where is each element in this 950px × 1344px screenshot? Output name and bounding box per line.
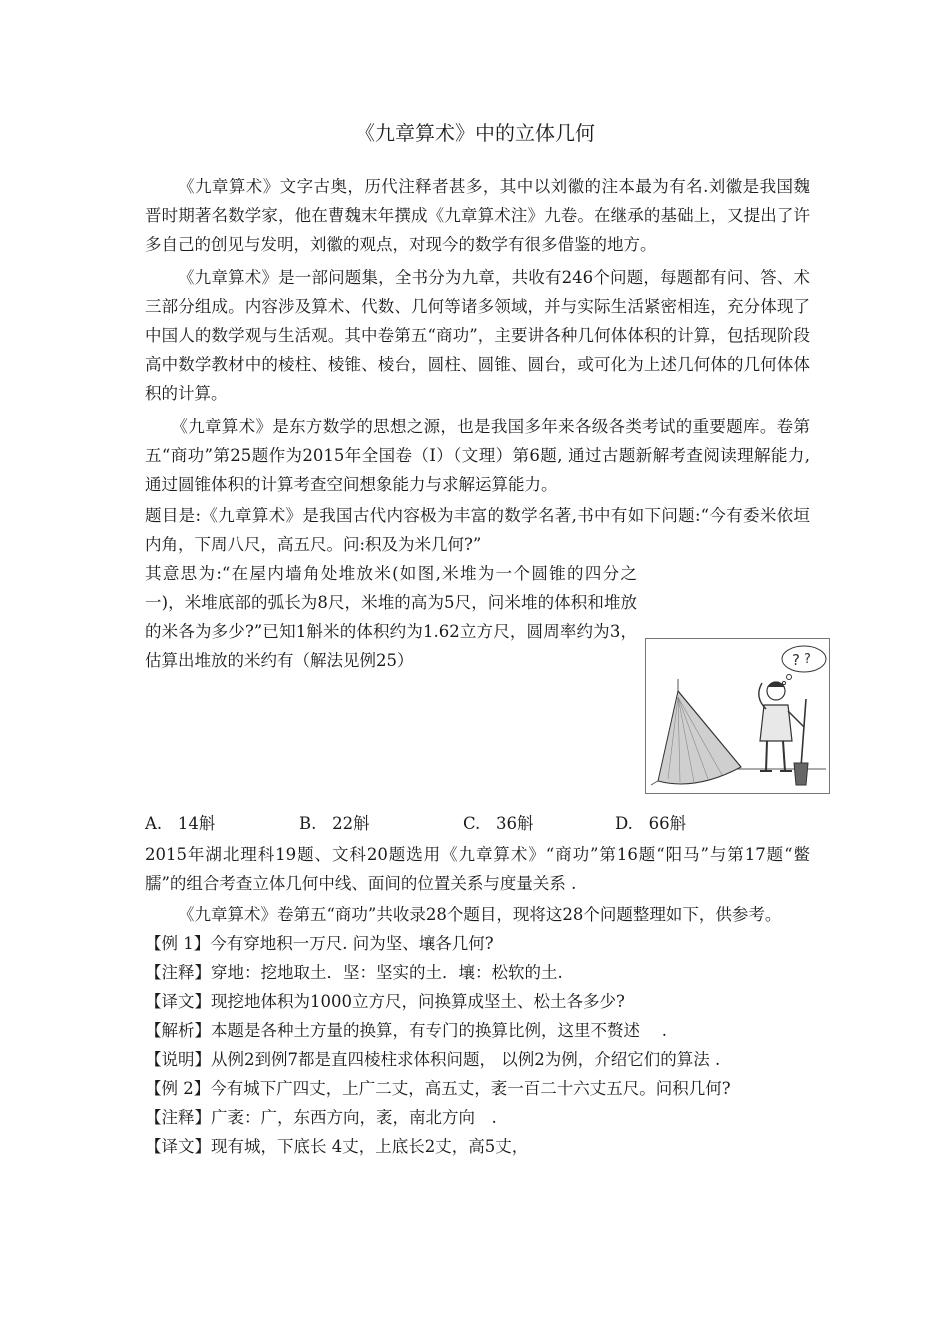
- paragraph-3: 《九章算术》是东方数学的思想之源，也是我国多年来各级各类考试的重要题库。卷第五“商功”第25题作为2015年全国卷（Ⅰ）（文理）第6题, 通过古题新解考查阅读理解能力,通过圆锥体积的计算考查空间想象能力与求解运算能力。: [145, 417, 810, 494]
- paragraph-7: 《九章算术》卷第五“商功”共收录28个题目，现将这28个问题整理如下，供参考。: [178, 905, 782, 924]
- translation-2-line: 【译文】现有城，下底长 4丈，上底长2丈，高5丈，: [145, 1137, 529, 1156]
- paragraph-2: 《九章算术》是一部问题集，全书分为九章，共收有246个问题，每题都有问、答、术三部分组成。内容涉及算术、代数、几何等诸多领域，并与实际生活紧密相连，充分体现了中国人的数学观与生活观。其中卷第五“商功”，主要讲各种几何体体积的计算，包括现阶段高中数学教材中的棱柱、棱锥、棱台，圆柱、圆锥、圆台，或可化为上述几何体的几何体体积的计算。: [145, 268, 810, 403]
- paragraph-6: 2015年湖北理科19题、文科20题选用《九章算术》“商功”第16题“阳马”与第17题“鳖臑”的组合考查立体几何中线、面间的位置关系与度量关系 .: [145, 845, 810, 893]
- page-title: 《九章算术》中的立体几何: [355, 121, 595, 145]
- paragraph-4: 题目是:《九章算术》是我国古代内容极为丰富的数学名著,书中有如下问题:“今有委米依垣内角，下周八尺，高五尺。问:积及为米几何?”: [145, 506, 810, 554]
- example-2-line: 【例 2】今有城下广四丈，上广二丈，高五丈，袤一百二十六丈五尺。问积几何?: [145, 1079, 731, 1098]
- answer-choices: [145, 809, 810, 838]
- choice-d: D. 66斛: [615, 814, 687, 833]
- examples-section: [145, 840, 810, 1161]
- explanation-line: 【说明】从例2到例7都是直四棱柱求体积问题， 以例2为例，介绍它们的算法 .: [145, 1050, 721, 1069]
- note-2-line: 【注释】广袤：广，东西方向，袤，南北方向 .: [145, 1108, 497, 1127]
- paragraph-1: 《九章算术》文字古奥，历代注释者甚多，其中以刘徽的注本最为有名.刘徽是我国魏晋时期著名数学家，他在曹魏末年撰成《九章算术注》九卷。在继承的基础上，又提出了许多自己的创见与发明，刘徽的观点，对现今的数学有很多借鉴的地方。: [145, 177, 810, 254]
- paragraph-5: 其意思为:“在屋内墙角处堆放米(如图,米堆为一个圆锥的四分之一)，米堆底部的弧长为8尺，米堆的高为5尺，问米堆的体积和堆放的米各为多少?”已知1斛米的体积约为1.62立方尺，圆周率约为3，估算出堆放的米约有（解法见例25）: [145, 564, 637, 670]
- choice-c: C. 36斛: [463, 814, 534, 833]
- translation-1-line: 【译文】现挖地体积为1000立方尺，问换算成坚土、松土各多少?: [145, 992, 625, 1011]
- choice-b: B. 22斛: [299, 814, 370, 833]
- cone-and-farmer-drawing: [646, 639, 829, 793]
- svg-text:?: ?: [804, 652, 811, 667]
- rice-pile-illustration: [645, 638, 830, 794]
- svg-text:?: ?: [792, 651, 800, 669]
- intro-section: [145, 172, 810, 675]
- note-1-line: 【注释】穿地：挖地取土．坚：坚实的土．壤：松软的土.: [145, 963, 563, 982]
- example-1-line: 【例 1】今有穿地积一万尺. 问为坚、壤各几何?: [145, 934, 494, 953]
- choice-a: A. 14斛: [145, 814, 216, 833]
- analysis-1-line: 【解析】本题是各种土方量的换算，有专门的换算比例，这里不赘述 .: [145, 1021, 667, 1040]
